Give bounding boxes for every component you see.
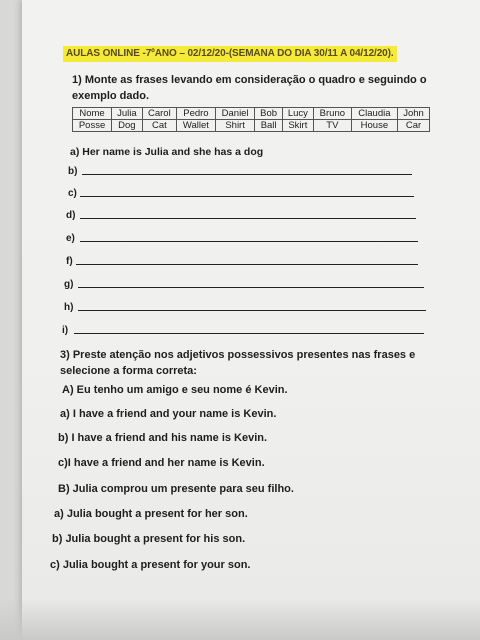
table-cell: John	[398, 108, 430, 120]
group-a-option-c[interactable]: c)I have a friend and her name is Kevin.	[58, 457, 265, 469]
table-cell: Posse	[73, 120, 112, 132]
question-1-line-2: exemplo dado.	[72, 90, 150, 102]
question-3-line-1: 3) Preste atenção nos adjetivos possessivos presentes nas frases e	[60, 349, 416, 361]
group-a-prompt: A) Eu tenho um amigo e seu nome é Kevin.	[62, 384, 288, 396]
answer-line-g[interactable]	[78, 287, 424, 288]
answer-label-g: g)	[64, 279, 74, 290]
question-3-line-2: selecione a forma correta:	[60, 365, 197, 377]
answer-line-h[interactable]	[78, 310, 426, 311]
table-cell: Wallet	[177, 120, 216, 132]
table-cell: Carol	[142, 108, 176, 120]
table-cell: Shirt	[215, 120, 255, 132]
table-row-names	[73, 108, 430, 120]
table-cell: Cat	[142, 120, 176, 132]
table-cell: Daniel	[215, 108, 255, 120]
table-cell: Car	[398, 120, 430, 132]
answer-line-e[interactable]	[80, 241, 418, 242]
table-surface	[0, 598, 480, 640]
group-b-prompt: B) Julia comprou um presente para seu filho.	[58, 483, 294, 495]
answer-line-d[interactable]	[80, 218, 416, 219]
table-cell: Nome	[73, 108, 112, 120]
group-b-option-b[interactable]: b) Julia bought a present for his son.	[52, 533, 246, 545]
answer-line-c[interactable]	[80, 196, 414, 197]
answer-line-i[interactable]	[74, 333, 424, 334]
answer-label-i: i)	[62, 325, 69, 336]
example-sentence: a) Her name is Julia and she has a dog	[70, 146, 264, 158]
group-b-option-c[interactable]: c) Julia bought a present for your son.	[50, 559, 251, 571]
answer-label-d: d)	[66, 210, 76, 221]
table-cell: Bob	[255, 108, 282, 120]
group-a-option-a[interactable]: a) I have a friend and your name is Kevin.	[60, 408, 277, 420]
table-cell: House	[351, 120, 397, 132]
answer-label-c: c)	[68, 188, 77, 199]
table-cell: TV	[313, 120, 351, 132]
table-cell: Pedro	[177, 108, 216, 120]
worksheet-header: AULAS ONLINE -7ºANO – 02/12/20-(SEMANA DO DIA 30/11 A 04/12/20).	[63, 46, 397, 62]
question-1-line-1: 1) Monte as frases levando em consideração o quadro e seguindo o	[72, 74, 427, 86]
answer-label-e: e)	[66, 233, 75, 244]
table-cell: Dog	[112, 120, 143, 132]
table-cell: Bruno	[313, 108, 351, 120]
table-cell: Ball	[255, 120, 282, 132]
group-b-option-a[interactable]: a) Julia bought a present for her son.	[54, 508, 248, 520]
group-a-option-b[interactable]: b) I have a friend and his name is Kevin.	[58, 432, 268, 444]
answer-line-b[interactable]	[82, 174, 412, 175]
answer-label-b: b)	[68, 166, 78, 177]
table-cell: Skirt	[282, 120, 313, 132]
answer-label-f: f)	[66, 256, 73, 267]
table-cell: Lucy	[282, 108, 313, 120]
answer-line-f[interactable]	[76, 264, 418, 265]
table-cell: Claudia	[351, 108, 397, 120]
table-row-possessions	[73, 120, 430, 132]
table-cell: Julia	[112, 108, 143, 120]
names-possessions-table	[72, 107, 430, 132]
answer-label-h: h)	[64, 302, 74, 313]
